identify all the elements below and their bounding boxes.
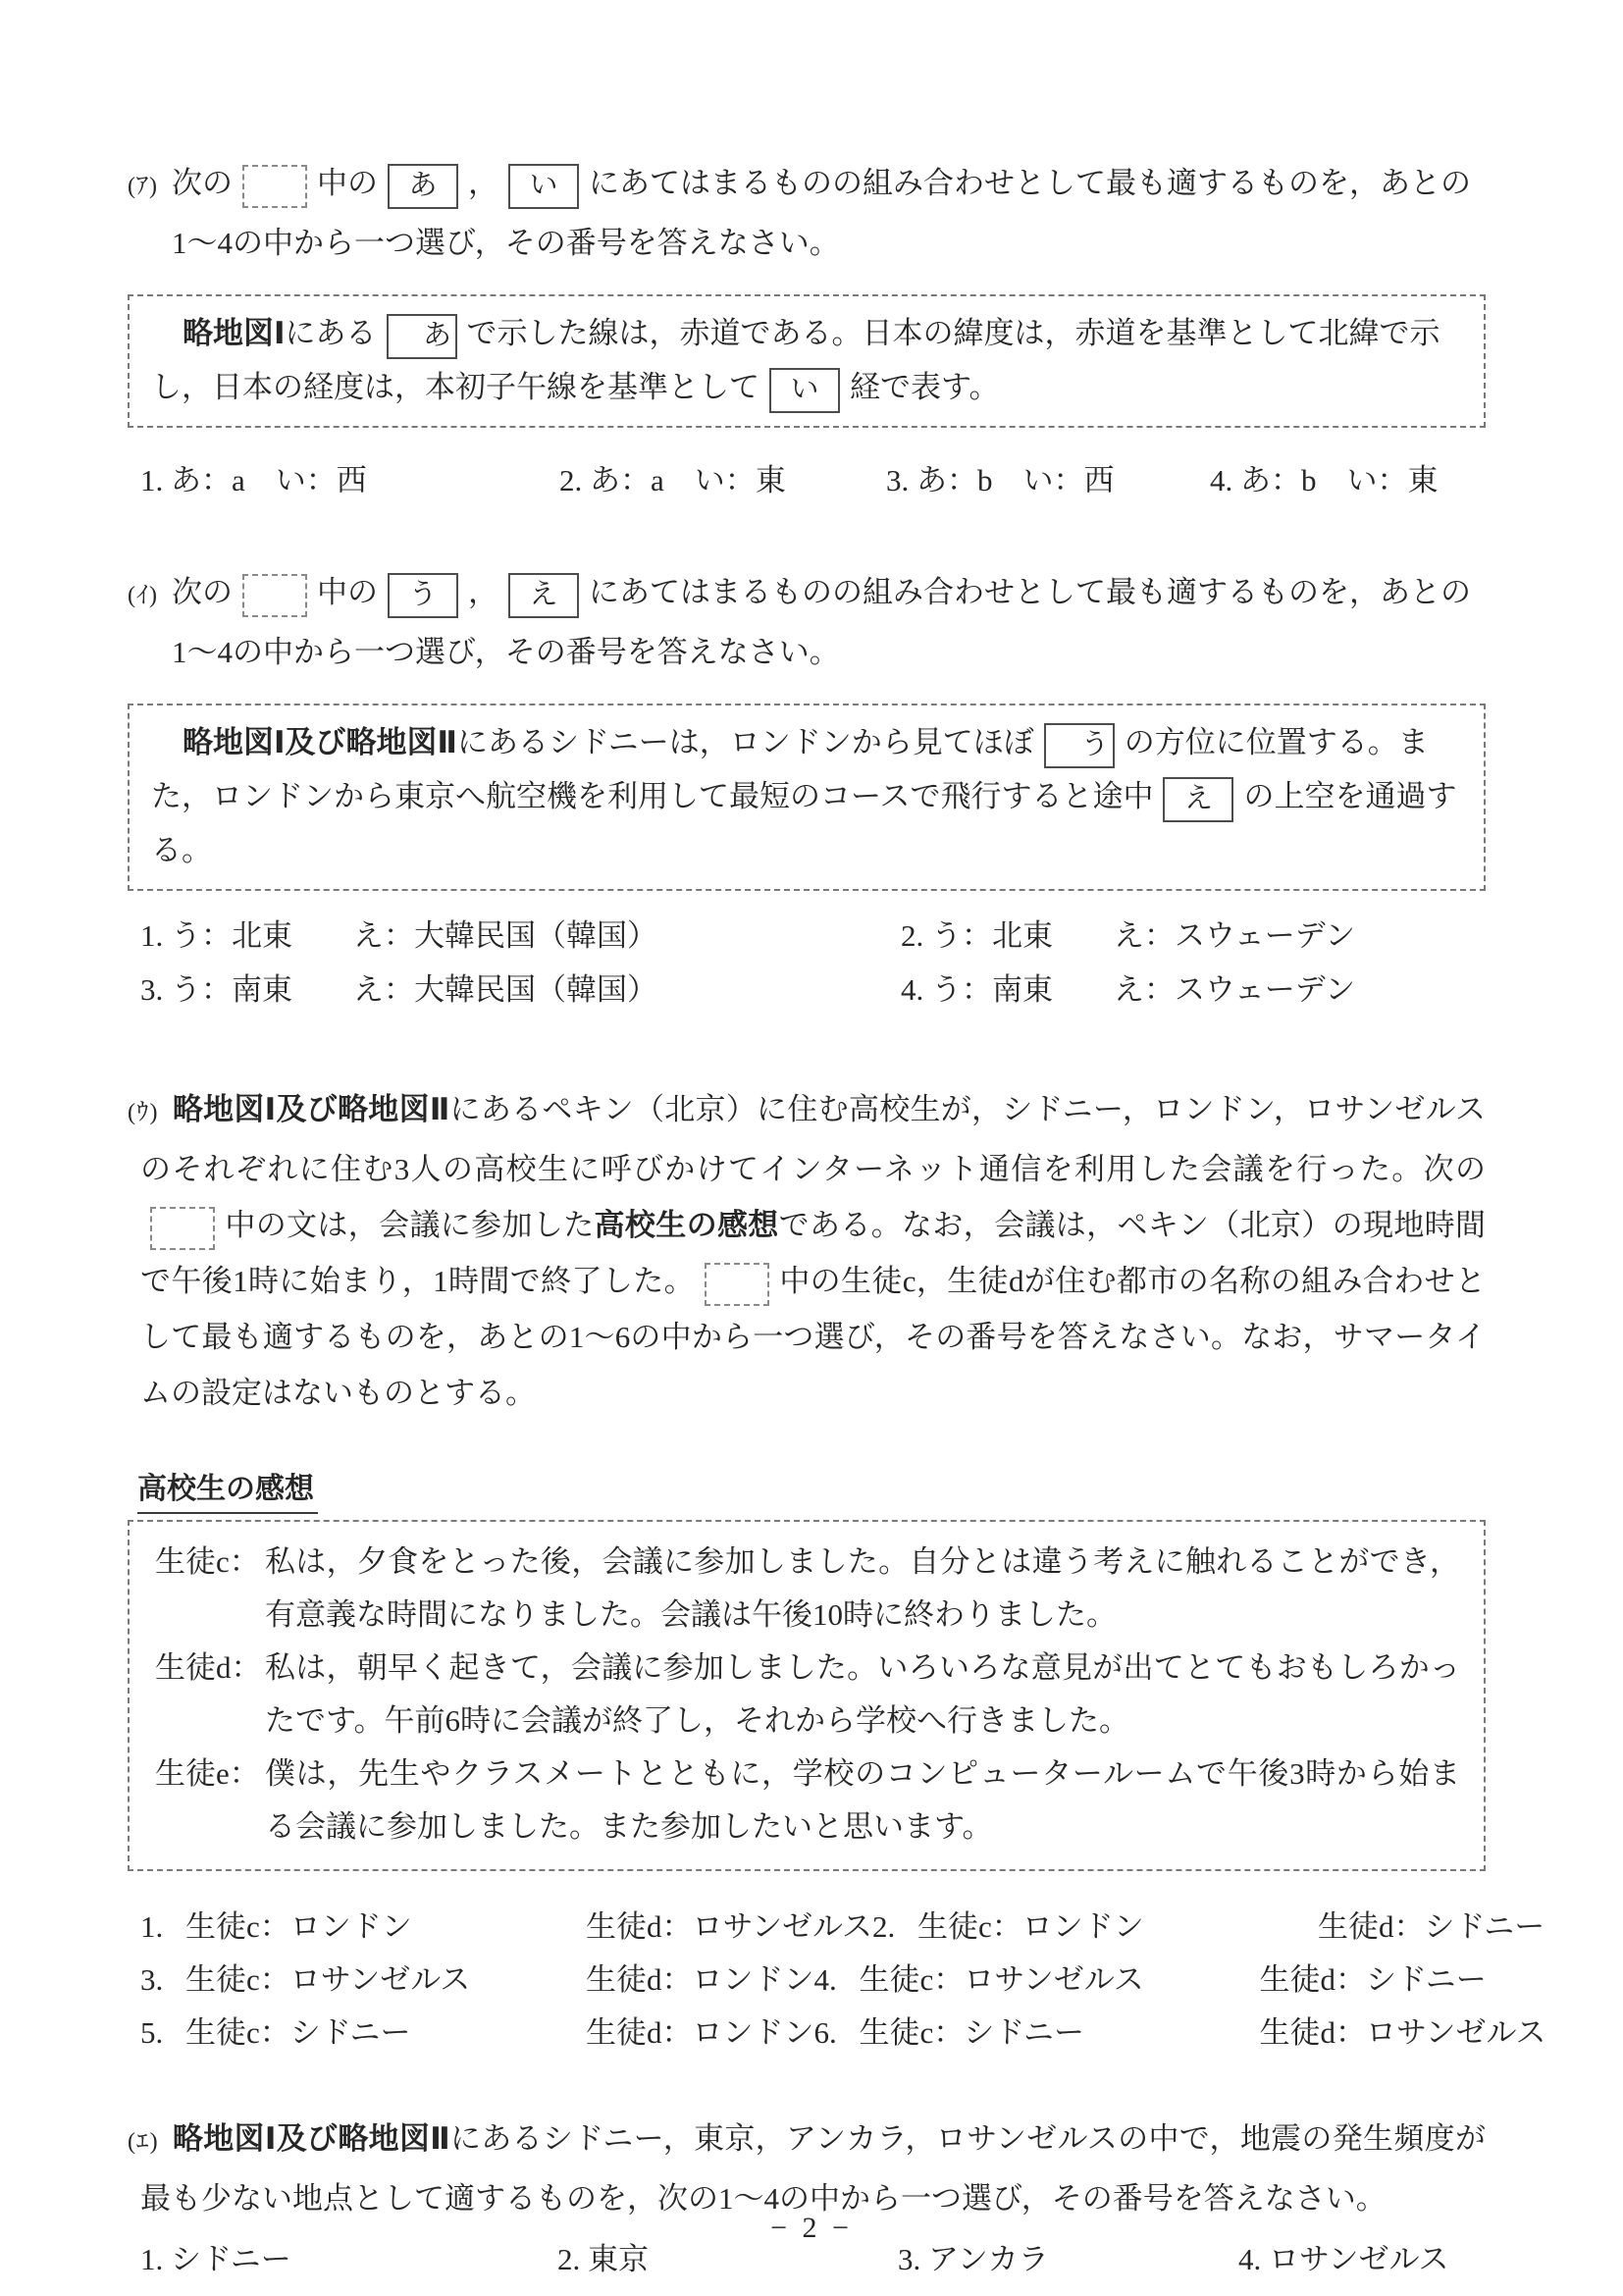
option: 2. 東京: [557, 2242, 649, 2276]
question-a-label: (ｱ): [128, 174, 158, 199]
answer-box-i: い: [508, 164, 579, 209]
option: 2. あ：a い：東: [559, 463, 786, 497]
question-u-options: [128, 1901, 1546, 2060]
quote-text: で示した線は，赤道である。日本の緯度は，赤道を基準として北緯で示: [466, 316, 1440, 350]
option: 3. あ：b い：西: [886, 463, 1115, 497]
intro-text: 中の: [316, 166, 378, 200]
intro-text: ，: [467, 166, 498, 200]
page-number: − 2 −: [770, 2212, 853, 2244]
question-e-label: (ｴ): [128, 2129, 159, 2155]
question-e: [128, 2111, 1486, 2286]
option: 4. う：南東 え：スウェーデン: [901, 972, 1356, 1007]
question-i-options-row1: [128, 909, 1486, 963]
intro-text: 次の: [171, 166, 233, 200]
speaker-label: 生徒e：: [155, 1756, 260, 1791]
question-i-intro: [128, 564, 1486, 624]
para-text: である。なお，会議は，ペキン（北京）の現地時間で午後1時に始まり，1時間で終了した。: [140, 1208, 1487, 1298]
question-i-instruction: 1～4の中から一つ選び，その番号を答えなさい。: [172, 635, 840, 669]
para-text: 中の生徒c，生徒dが住む都市の名称の組み合わせとして最も適するものを，あとの1～6の中から一つ選び，その番号を答えなさい。なお，サマータイムの設定はないものとする。: [140, 1264, 1486, 1410]
question-i: [128, 564, 1486, 1017]
options-row: [140, 1901, 1545, 1954]
para-text: 中の文は，会議に参加した: [225, 1208, 595, 1242]
options-row: [140, 1954, 1486, 2007]
quote-line: [151, 306, 1462, 360]
option: 3. 生徒c：ロサンゼルス 生徒d：ロンドン: [140, 1962, 814, 1997]
option: 5. 生徒c：シドニー 生徒d：ロンドン: [140, 2015, 814, 2050]
quote-text: し，日本の経度は，本初子午線を基準として: [151, 370, 759, 404]
answer-box-i: い: [769, 368, 840, 413]
question-a-options: [128, 453, 1486, 507]
intro-text: ，: [467, 575, 498, 609]
comment-student-d: [155, 1642, 1460, 1748]
question-u-paragraph: [128, 1081, 1487, 1421]
option: 1. シドニー: [140, 2242, 291, 2276]
comment-student-e: [155, 1748, 1460, 1853]
question-a-instruction: 1～4の中から一つ選び，その番号を答えなさい。: [172, 226, 840, 260]
answer-box-u: う: [1044, 723, 1115, 768]
question-e-paragraph: [128, 2111, 1486, 2226]
option: 4. あ：b い：東: [1210, 463, 1439, 497]
question-u-label: (ｳ): [128, 1100, 159, 1125]
question-a-quote-box: [128, 294, 1486, 428]
option: 3. アンカラ: [898, 2242, 1049, 2276]
question-u: [128, 1081, 1546, 2060]
option: 1. う：北東 え：大韓民国（韓国）: [140, 918, 657, 953]
option: 2. う：北東 え：スウェーデン: [901, 918, 1356, 953]
intro-text: にあてはまるものの組み合わせとして最も適するものを，あとの: [588, 166, 1471, 200]
dashed-blank-box: [242, 165, 307, 208]
speaker-label: 生徒c：: [155, 1544, 260, 1579]
para-text: にあるシドニー，東京，アンカラ，ロサンゼルスの中で，地震の発生頻度が最も少ない地点として適するものを，次の1～4の中から一つ選び，その番号を答えなさい。: [140, 2121, 1486, 2216]
option: 3. う：南東 え：大韓民国（韓国）: [140, 972, 657, 1007]
dashed-blank-box: [242, 574, 307, 617]
comment-text: 僕は，先生やクラスメートとともに，学校のコンピュータールームで午後3時から始まる会議に参加しました。また参加したいと思います。: [265, 1756, 1460, 1844]
question-a: [128, 155, 1486, 507]
map-ref-bold: 略地図Ⅰ及び略地図Ⅱ: [172, 1092, 450, 1126]
intro-text: 次の: [171, 575, 233, 609]
quote-text: にある: [285, 316, 377, 350]
answer-box-e: え: [1163, 777, 1233, 822]
question-i-options-row2: [128, 963, 1486, 1017]
option: 1. 生徒c：ロンドン 生徒d：ロサンゼルス: [140, 1909, 873, 1944]
para-text: にあるペキン（北京）に住む高校生が，シドニー，ロンドン，ロサンゼルスのそれぞれに住む3人の高校生に呼びかけてインターネット通信を利用した会議を行った。次の: [140, 1092, 1487, 1186]
answer-box-u: う: [388, 573, 458, 618]
option: 2. 生徒c：ロンドン 生徒d：シドニー: [872, 1909, 1545, 1944]
comments-box-title: 高校生の感想: [137, 1464, 318, 1514]
intro-text: 中の: [316, 575, 378, 609]
option: 4. ロサンゼルス: [1238, 2242, 1449, 2276]
speaker-label: 生徒d：: [155, 1650, 262, 1685]
quote-text: た，ロンドンから東京へ航空機を利用して最短のコースで飛行すると途中: [151, 779, 1154, 813]
question-a-intro: [128, 155, 1486, 215]
comment-text: 私は，夕食をとった後，会議に参加しました。自分とは違う考えに触れることができ，有意義な時間になりました。会議は午後10時に終わりました。: [265, 1544, 1460, 1632]
student-comments-box: [128, 1520, 1486, 1871]
map-ref-bold: 略地図Ⅰ: [183, 316, 286, 350]
quote-text: の方位に位置する。ま: [1124, 725, 1429, 759]
question-i-quote-box: [128, 704, 1486, 891]
answer-box-a: あ: [387, 314, 457, 359]
option: 6. 生徒c：シドニー 生徒d：ロサンゼルス: [813, 2015, 1546, 2050]
dashed-blank-box: [150, 1207, 215, 1250]
options-row: [140, 2007, 1546, 2060]
quote-text: の上空を通過する。: [151, 779, 1457, 867]
quote-text: 経で表す。: [850, 370, 1000, 404]
quote-line: [151, 769, 1462, 877]
question-i-label: (ｲ): [128, 583, 158, 608]
comments-ref-bold: 高校生の感想: [594, 1208, 779, 1242]
quote-line: [151, 715, 1462, 769]
map-ref-bold: 略地図Ⅰ及び略地図Ⅱ: [172, 2121, 450, 2156]
answer-box-a: あ: [388, 164, 458, 209]
answer-box-e: え: [508, 573, 579, 618]
comment-text: 私は，朝早く起きて，会議に参加しました。いろいろな意見が出てとてもおもしろかったです。午前6時に会議が終了し，それから学校へ行きました。: [265, 1650, 1460, 1738]
quote-text: にあるシドニーは，ロンドンから見てほぼ: [456, 725, 1034, 759]
map-ref-bold: 略地図Ⅰ及び略地図Ⅱ: [183, 725, 457, 759]
option: 1. あ：a い：西: [140, 463, 367, 497]
quote-line: [151, 360, 1462, 414]
comment-student-c: [155, 1536, 1460, 1642]
option: 4. 生徒c：ロサンゼルス 生徒d：シドニー: [813, 1962, 1487, 1997]
dashed-blank-box: [705, 1263, 769, 1306]
intro-text: にあてはまるものの組み合わせとして最も適するものを，あとの: [588, 575, 1471, 609]
